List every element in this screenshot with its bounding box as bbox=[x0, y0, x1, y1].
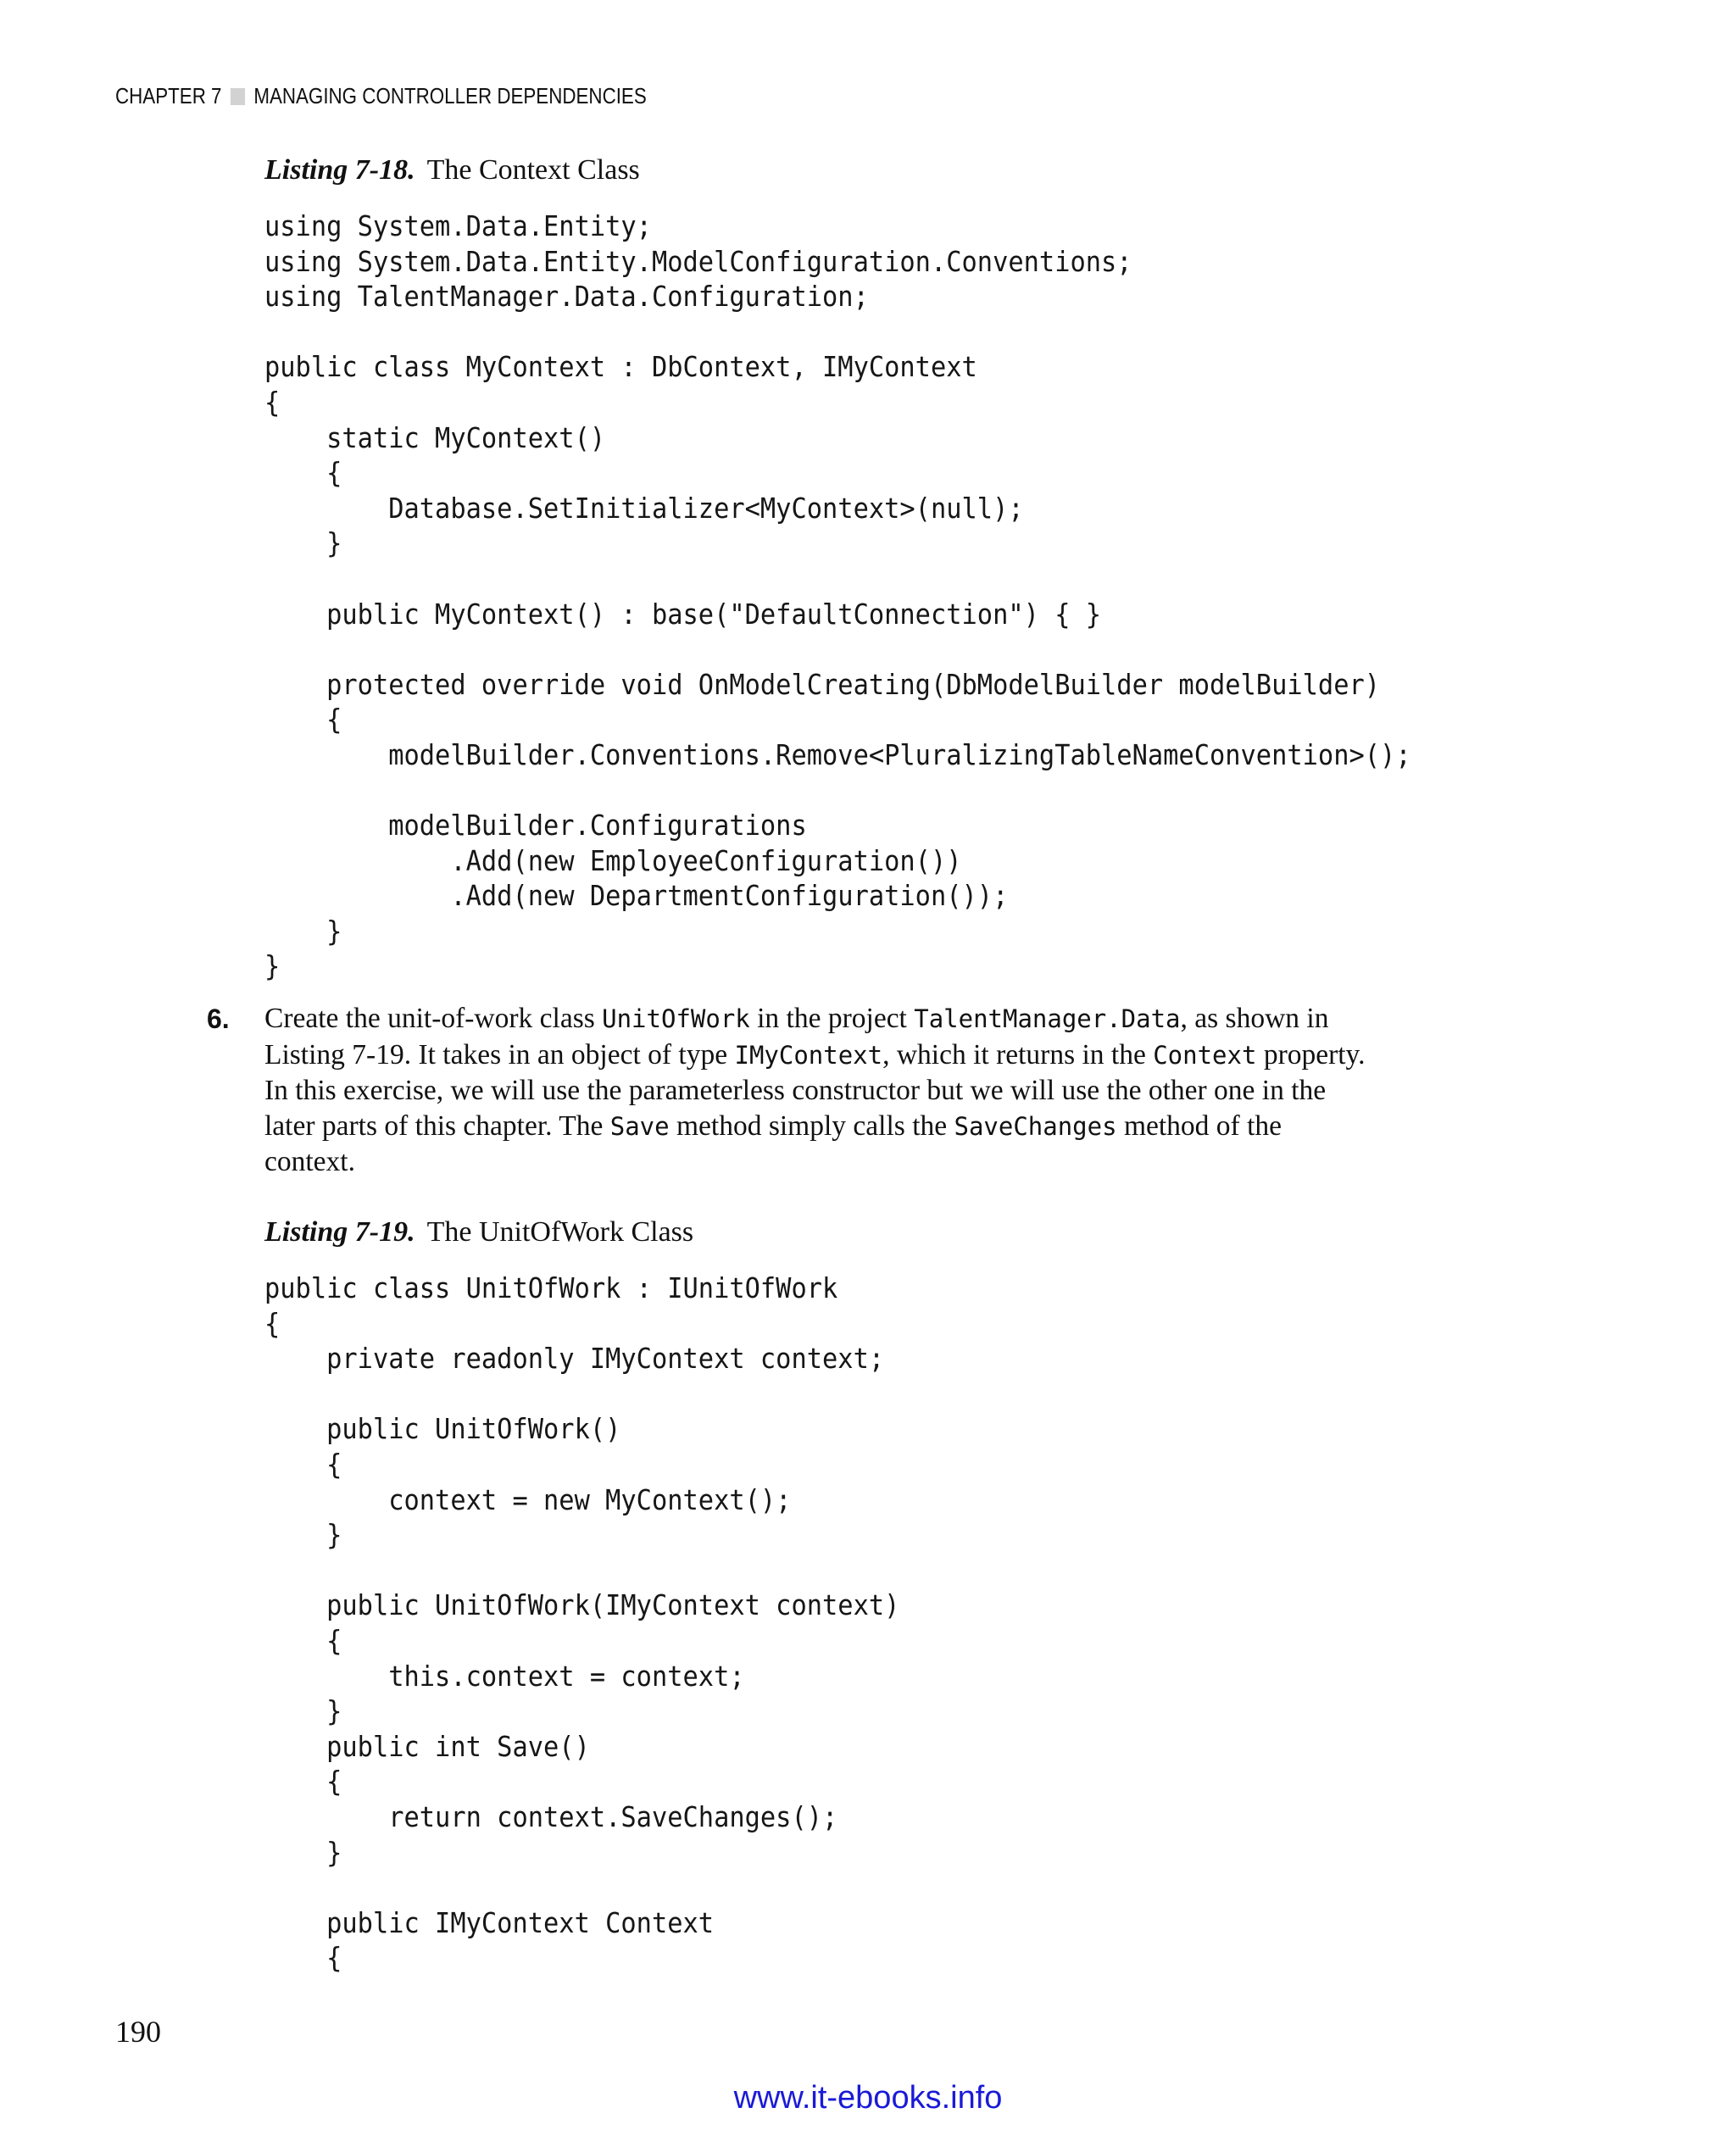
step-number: 6. bbox=[207, 1004, 230, 1034]
step-code-3: IMyContext bbox=[734, 1040, 883, 1070]
step-text-2: in the project bbox=[749, 1003, 915, 1034]
listing-label: Listing 7-19. bbox=[264, 1216, 415, 1248]
step-code-6: SaveChanges bbox=[954, 1111, 1117, 1141]
listing-title: The UnitOfWork Class bbox=[426, 1216, 694, 1248]
step-text-7: method of the context. bbox=[264, 1109, 1283, 1178]
listing-7-18-caption bbox=[264, 154, 640, 186]
listing-title: The Context Class bbox=[426, 154, 640, 186]
listing-7-19-caption bbox=[264, 1216, 693, 1248]
header-separator bbox=[231, 88, 245, 105]
step-code-5: Save bbox=[609, 1111, 670, 1141]
step-text-6: method simply calls the bbox=[669, 1109, 954, 1142]
source-link[interactable]: www.it-ebooks.info bbox=[733, 2080, 1003, 2116]
step-text-4: , which it returns in the bbox=[882, 1038, 1154, 1070]
step-text-5: property. In this exercise, we will use the parameterless constructor but we will use the other one in the later parts of this chapter. The bbox=[264, 1038, 1366, 1142]
step-code-1: UnitOfWork bbox=[602, 1004, 750, 1033]
listing-label: Listing 7-18. bbox=[264, 154, 415, 186]
step-code-4: Context bbox=[1153, 1040, 1257, 1070]
step-code-2: TalentManager.Data bbox=[914, 1004, 1181, 1033]
chapter-label: CHAPTER 7 bbox=[115, 83, 222, 108]
listing-7-19-code: public class UnitOfWork : IUnitOfWork { private readonly IMyContext context; public UnitOfWork() { context = new MyContext(); } public UnitOfWork(IMyContext context) { this.context = context; } public int Save() { return context.SaveChanges(); } public IMyContext Context { bbox=[264, 1271, 900, 1975]
page-number: 190 bbox=[115, 2015, 161, 2049]
running-head bbox=[115, 83, 647, 109]
chapter-title: MANAGING CONTROLLER DEPENDENCIES bbox=[253, 83, 647, 108]
step-text-1: Create the unit-of-work class bbox=[264, 1003, 603, 1034]
listing-7-18-code: using System.Data.Entity; using System.Data.Entity.ModelConfiguration.Conventions; using TalentManager.Data.Configuration; public class MyContext : DbContext, IMyContext { static MyContext() { Database.SetInitializer<MyContext>(null); } public MyContext() : base("DefaultConnection") { } protected override void OnModelCreating(DbModelBuilder modelBuilder) { modelBuilder.Conventions.Remove<PluralizingTableNameConvention>(); modelBuilder.Configurations .Add(new EmployeeConfiguration()) .Add(new DepartmentConfiguration()); } } bbox=[264, 209, 1411, 983]
step-paragraph bbox=[264, 1001, 1366, 1180]
step-text-3: , as shown in Listing 7-19. It takes in an object of type bbox=[264, 1003, 1329, 1070]
